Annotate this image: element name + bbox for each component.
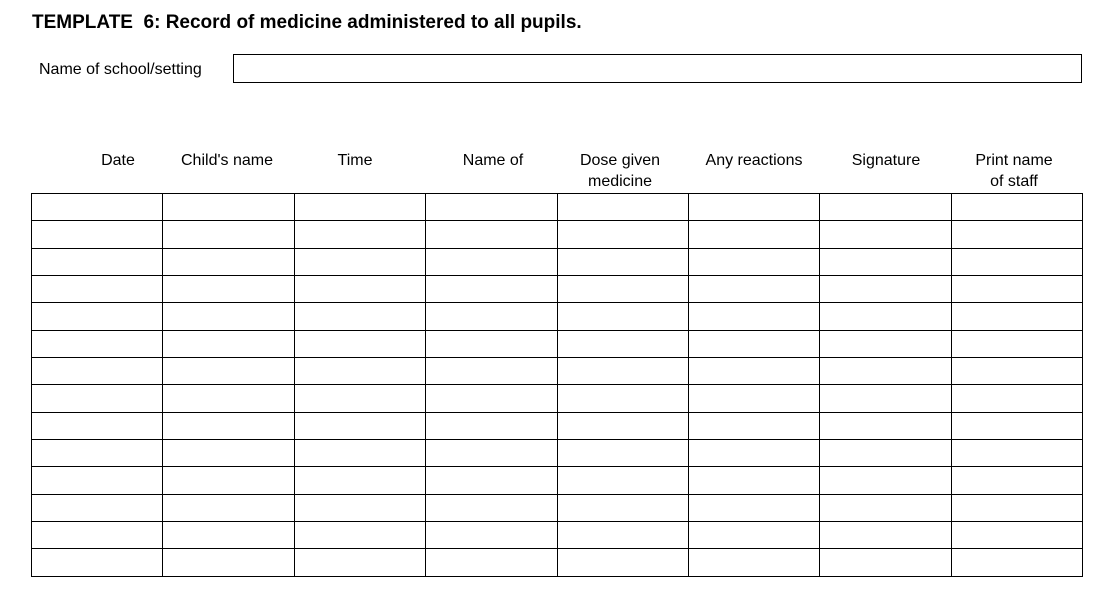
- table-cell[interactable]: [820, 385, 951, 412]
- table-cell[interactable]: [163, 412, 294, 439]
- column-header-line: Any reactions: [705, 152, 803, 169]
- table-cell[interactable]: [163, 358, 294, 385]
- table-cell[interactable]: [557, 494, 688, 521]
- column-header-name-of: [438, 150, 548, 192]
- table-row: [32, 440, 1083, 467]
- table-cell[interactable]: [557, 276, 688, 303]
- table-cell[interactable]: [32, 276, 163, 303]
- table-row: [32, 522, 1083, 549]
- table-cell[interactable]: [688, 194, 819, 221]
- column-header-line: Time: [337, 152, 373, 169]
- table-cell[interactable]: [557, 303, 688, 330]
- table-cell[interactable]: [426, 549, 557, 577]
- column-header-dose-given: [565, 150, 675, 192]
- table-cell[interactable]: [294, 330, 425, 357]
- table-cell[interactable]: [557, 522, 688, 549]
- table-cell[interactable]: [688, 494, 819, 521]
- table-cell[interactable]: [820, 412, 951, 439]
- table-cell[interactable]: [294, 194, 425, 221]
- medicine-record-table: [31, 193, 1083, 577]
- table-body: [32, 194, 1083, 577]
- table-cell[interactable]: [951, 412, 1082, 439]
- table-cell[interactable]: [163, 303, 294, 330]
- table-cell[interactable]: [820, 194, 951, 221]
- table-cell[interactable]: [32, 440, 163, 467]
- table-cell[interactable]: [426, 522, 557, 549]
- table-cell[interactable]: [820, 303, 951, 330]
- table-row: [32, 303, 1083, 330]
- table-cell[interactable]: [426, 494, 557, 521]
- table-cell[interactable]: [951, 358, 1082, 385]
- column-header-line: Date: [101, 152, 135, 169]
- column-header-line: of staff: [990, 173, 1038, 190]
- table-row: [32, 549, 1083, 577]
- column-header-date: [78, 150, 158, 192]
- table-cell[interactable]: [32, 194, 163, 221]
- table-cell[interactable]: [163, 330, 294, 357]
- table-cell[interactable]: [163, 440, 294, 467]
- table-cell[interactable]: [294, 276, 425, 303]
- table-cell[interactable]: [688, 467, 819, 494]
- table-cell[interactable]: [163, 248, 294, 275]
- table-cell[interactable]: [951, 330, 1082, 357]
- table-cell[interactable]: [32, 494, 163, 521]
- column-header-childs-name: [167, 150, 287, 192]
- table-cell[interactable]: [951, 248, 1082, 275]
- table-cell[interactable]: [557, 358, 688, 385]
- table-cell[interactable]: [32, 248, 163, 275]
- table-cell[interactable]: [294, 494, 425, 521]
- table-row: [32, 194, 1083, 221]
- table-cell[interactable]: [557, 385, 688, 412]
- table-row: [32, 276, 1083, 303]
- table-cell[interactable]: [32, 467, 163, 494]
- table-cell[interactable]: [294, 221, 425, 248]
- table-cell[interactable]: [557, 248, 688, 275]
- table-cell[interactable]: [688, 412, 819, 439]
- table-cell[interactable]: [163, 549, 294, 577]
- table-cell[interactable]: [688, 440, 819, 467]
- table-cell[interactable]: [557, 412, 688, 439]
- table-cell[interactable]: [820, 248, 951, 275]
- column-header-signature: [831, 150, 941, 192]
- table-cell[interactable]: [163, 194, 294, 221]
- table-cell[interactable]: [951, 494, 1082, 521]
- column-header-line: Name of: [462, 152, 524, 169]
- table-cell[interactable]: [557, 194, 688, 221]
- table-cell[interactable]: [951, 522, 1082, 549]
- column-header-line: Dose given: [579, 152, 661, 169]
- table-cell[interactable]: [294, 358, 425, 385]
- table-row: [32, 248, 1083, 275]
- table-cell[interactable]: [426, 330, 557, 357]
- table-cell[interactable]: [426, 221, 557, 248]
- table-cell[interactable]: [951, 276, 1082, 303]
- table-row: [32, 412, 1083, 439]
- table-cell[interactable]: [688, 276, 819, 303]
- table-cell[interactable]: [294, 549, 425, 577]
- table-cell[interactable]: [820, 467, 951, 494]
- table-cell[interactable]: [32, 549, 163, 577]
- table-cell[interactable]: [557, 549, 688, 577]
- column-header-any-reactions: [690, 150, 818, 192]
- table-cell[interactable]: [163, 522, 294, 549]
- table-cell[interactable]: [951, 221, 1082, 248]
- table-cell[interactable]: [163, 467, 294, 494]
- school-name-label: Name of school/setting: [39, 61, 202, 78]
- table-cell[interactable]: [951, 549, 1082, 577]
- table-cell[interactable]: [163, 385, 294, 412]
- table-cell[interactable]: [426, 303, 557, 330]
- table-cell[interactable]: [688, 522, 819, 549]
- table-cell[interactable]: [32, 412, 163, 439]
- table-cell[interactable]: [163, 276, 294, 303]
- table-cell[interactable]: [32, 358, 163, 385]
- table-cell[interactable]: [820, 440, 951, 467]
- document-title: TEMPLATE 6: Record of medicine administered to all pupils.: [32, 12, 582, 33]
- table-cell[interactable]: [294, 248, 425, 275]
- table-cell[interactable]: [294, 412, 425, 439]
- table-cell[interactable]: [32, 303, 163, 330]
- column-header-print-name: [960, 150, 1068, 192]
- table-cell[interactable]: [557, 467, 688, 494]
- table-cell[interactable]: [294, 467, 425, 494]
- table-cell[interactable]: [951, 303, 1082, 330]
- table-row: [32, 467, 1083, 494]
- table-row: [32, 494, 1083, 521]
- table-cell[interactable]: [426, 467, 557, 494]
- table-cell[interactable]: [294, 440, 425, 467]
- table-cell[interactable]: [820, 330, 951, 357]
- table-cell[interactable]: [820, 549, 951, 577]
- table-cell[interactable]: [163, 494, 294, 521]
- table-row: [32, 330, 1083, 357]
- table-cell[interactable]: [294, 303, 425, 330]
- table-cell[interactable]: [688, 549, 819, 577]
- table-cell[interactable]: [820, 494, 951, 521]
- table-cell[interactable]: [820, 276, 951, 303]
- table-cell[interactable]: [951, 385, 1082, 412]
- column-header-line: medicine: [587, 173, 653, 190]
- column-header-time: [305, 150, 405, 192]
- table-cell[interactable]: [32, 522, 163, 549]
- table-cell[interactable]: [557, 330, 688, 357]
- table-cell[interactable]: [688, 385, 819, 412]
- table-cell[interactable]: [820, 358, 951, 385]
- table-cell[interactable]: [557, 440, 688, 467]
- table-cell[interactable]: [951, 440, 1082, 467]
- table-cell[interactable]: [163, 221, 294, 248]
- table-cell[interactable]: [426, 412, 557, 439]
- table-cell[interactable]: [688, 221, 819, 248]
- table-cell[interactable]: [294, 522, 425, 549]
- table-cell[interactable]: [426, 385, 557, 412]
- table-cell[interactable]: [688, 358, 819, 385]
- table-cell[interactable]: [951, 194, 1082, 221]
- table-cell[interactable]: [688, 248, 819, 275]
- table-cell[interactable]: [688, 303, 819, 330]
- table-cell[interactable]: [820, 522, 951, 549]
- table-cell[interactable]: [820, 221, 951, 248]
- school-name-field[interactable]: [233, 54, 1082, 83]
- table-row: [32, 358, 1083, 385]
- table-cell[interactable]: [426, 358, 557, 385]
- table-cell[interactable]: [688, 330, 819, 357]
- table-row: [32, 385, 1083, 412]
- table-cell[interactable]: [32, 330, 163, 357]
- table-cell[interactable]: [426, 440, 557, 467]
- table-cell[interactable]: [294, 385, 425, 412]
- table-cell[interactable]: [32, 385, 163, 412]
- table-cell[interactable]: [951, 467, 1082, 494]
- table-cell[interactable]: [426, 194, 557, 221]
- table-cell[interactable]: [32, 221, 163, 248]
- table-cell[interactable]: [557, 221, 688, 248]
- column-header-line: Signature: [851, 152, 921, 169]
- column-header-line: Child's name: [181, 152, 273, 169]
- table-cell[interactable]: [426, 276, 557, 303]
- table-row: [32, 221, 1083, 248]
- table-cell[interactable]: [426, 248, 557, 275]
- column-header-line: Print name: [975, 152, 1053, 169]
